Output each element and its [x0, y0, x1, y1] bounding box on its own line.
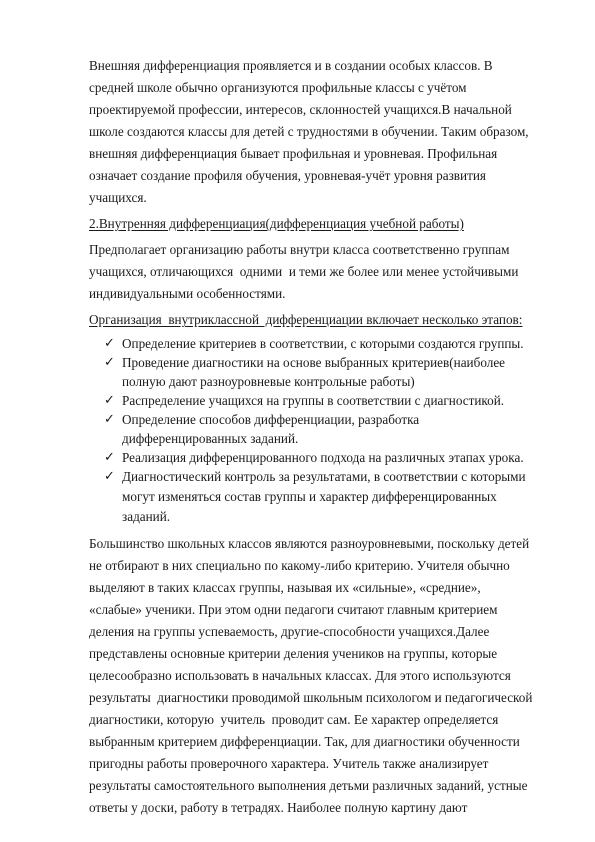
- checkmark-icon: ✓: [104, 355, 115, 370]
- text-line: выделяют в таких классах группы, называя их «сильные», «средние»,: [89, 580, 481, 595]
- checkmark-icon: ✓: [104, 450, 115, 465]
- text-line: школе создаются классы для детей с трудностями в обучении. Таким образом,: [89, 124, 529, 139]
- text-line: учащихся.: [89, 190, 147, 205]
- list-item-text: Определение критериев в соответствии, с которыми создаются группы.: [122, 336, 524, 351]
- list-item-text: Определение способов дифференциации, разработка: [122, 412, 420, 427]
- list-item-text: Диагностический контроль за результатами, в соответствии с которыми: [122, 469, 526, 484]
- text-line: внешняя дифференциация бывает профильная и уровневая. Профильная: [89, 146, 498, 161]
- text-line: означает создание профиля обучения, уровневая-учёт уровня развития: [89, 168, 486, 183]
- text-line: не отбирают в них специально по какому-либо критерию. Учителя обычно: [89, 558, 510, 573]
- text-line: ответы у доски, работу в тетрадях. Наиболее полную картину дают: [89, 800, 468, 815]
- text-line: результаты самостоятельного выполнения детьми различных заданий, устные: [89, 778, 528, 793]
- text-line: учащихся, отличающихся одними и теми же более или менее устойчивыми: [89, 264, 519, 279]
- list-item-text: Распределение учащихся на группы в соответствии с диагностикой.: [122, 393, 505, 408]
- section-heading-internal-differentiation: 2.Внутренняя дифференциация(дифференциация учебной работы): [89, 216, 464, 231]
- text-line: диагностики, которую учитель проводит сам. Ее характер определяется: [89, 712, 499, 727]
- list-item-text: могут изменяться состав группы и характер дифференцированных: [122, 489, 497, 504]
- text-line: Большинство школьных классов являются разноуровневыми, поскольку детей: [89, 536, 530, 551]
- text-line: проектируемой профессии, интересов, склонностей учащихся.В начальной: [89, 102, 512, 117]
- text-line: результаты диагностики проводимой школьным психологом и педагогической: [89, 690, 533, 705]
- text-line: представлены основные критерии деления учеников на группы, которые: [89, 646, 498, 661]
- text-line: «слабые» ученики. При этом одни педагоги считают главным критерием: [89, 602, 498, 617]
- text-line: индивидуальными особенностями.: [89, 286, 286, 301]
- text-line: Предполагает организацию работы внутри класса соответственно группам: [89, 242, 510, 257]
- text-line: выбранным критерием дифференциации. Так, для диагностики обученности: [89, 734, 520, 749]
- checkmark-icon: ✓: [104, 469, 115, 484]
- text-line: средней школе обычно организуются профильные классы с учётом: [89, 80, 467, 95]
- list-item-text: заданий.: [122, 509, 171, 524]
- text-line: Внешняя дифференциация проявляется и в создании особых классов. В: [89, 58, 493, 73]
- checkmark-icon: ✓: [104, 336, 115, 351]
- list-item-text: полную дают разноуровневые контрольные работы): [122, 374, 415, 389]
- text-line: целесообразно использовать в начальных классах. Для этого используются: [89, 668, 511, 683]
- list-item-text: Реализация дифференцированного подхода на различных этапах урока.: [122, 450, 524, 465]
- checkmark-icon: ✓: [104, 412, 115, 427]
- text-line: пригодны работы проверочного характера. Учитель также анализирует: [89, 756, 489, 771]
- checkmark-icon: ✓: [104, 393, 115, 408]
- text-line: деления на группы успеваемость, другие-способности учащихся.Далее: [89, 624, 490, 639]
- section-heading-stages: Организация внутриклассной дифференциации включает несколько этапов:: [89, 312, 523, 327]
- list-item-text: Проведение диагностики на основе выбранных критериев(наиболее: [122, 355, 506, 370]
- list-item-text: дифференцированных заданий.: [122, 431, 299, 446]
